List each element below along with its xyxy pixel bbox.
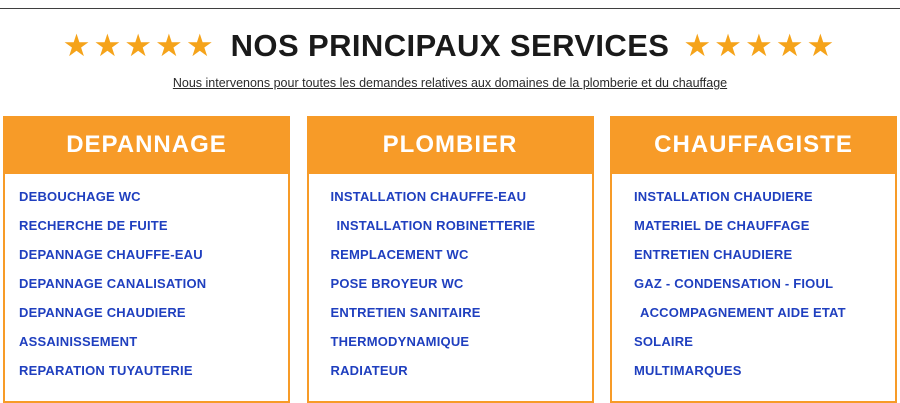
list-item[interactable]: REMPLACEMENT WC [330, 247, 469, 262]
list-item[interactable]: RADIATEUR [330, 363, 408, 378]
list-item[interactable]: INSTALLATION CHAUDIERE [634, 189, 813, 204]
top-divider [0, 8, 900, 9]
list-item[interactable]: ASSAINISSEMENT [19, 334, 138, 349]
card-body-depannage [3, 174, 290, 403]
list-item[interactable]: INSTALLATION ROBINETTERIE [336, 218, 536, 233]
list-item[interactable]: THERMODYNAMIQUE [330, 334, 470, 349]
card-title-depannage: DEPANNAGE [66, 131, 227, 158]
list-item[interactable]: ENTRETIEN SANITAIRE [330, 305, 481, 320]
list-item[interactable]: MULTIMARQUES [634, 363, 742, 378]
list-item[interactable]: SOLAIRE [634, 334, 694, 349]
page-subtitle: Nous intervenons pour toutes les demandes relatives aux domaines de la plomberie et du chauffage [172, 76, 728, 90]
list-item[interactable]: RECHERCHE DE FUITE [19, 218, 168, 233]
service-card-chauffagiste [610, 116, 897, 403]
card-body-chauffagiste [610, 174, 897, 403]
card-title-chauffagiste: CHAUFFAGISTE [654, 131, 853, 158]
list-item[interactable]: ENTRETIEN CHAUDIERE [634, 247, 793, 262]
list-item[interactable]: MATERIEL DE CHAUFFAGE [634, 218, 810, 233]
list-item[interactable]: INSTALLATION CHAUFFE-EAU [330, 189, 527, 204]
star-rating-right-icon: ★★★★★ [683, 28, 838, 63]
list-item[interactable]: REPARATION TUYAUTERIE [19, 363, 193, 378]
list-item[interactable]: GAZ - CONDENSATION - FIOUL [634, 276, 834, 291]
list-item[interactable]: DEPANNAGE CHAUDIERE [19, 305, 186, 320]
service-card-depannage [3, 116, 290, 403]
list-item[interactable]: ACCOMPAGNEMENT AIDE ETAT [640, 305, 846, 320]
page-title-text: NOS PRINCIPAUX SERVICES [230, 28, 670, 63]
card-title-plombier: PLOMBIER [382, 131, 518, 158]
service-cards-container [0, 116, 900, 403]
card-header-plombier [307, 116, 594, 174]
service-card-plombier [307, 116, 594, 403]
page-title [0, 30, 900, 61]
list-item[interactable]: POSE BROYEUR WC [330, 276, 464, 291]
card-header-chauffagiste [610, 116, 897, 174]
star-rating-left-icon: ★★★★★ [62, 28, 217, 63]
card-body-plombier [307, 174, 594, 403]
list-item[interactable]: DEPANNAGE CANALISATION [19, 276, 207, 291]
list-item[interactable]: DEPANNAGE CHAUFFE-EAU [19, 247, 203, 262]
card-header-depannage [3, 116, 290, 174]
list-item[interactable]: DEBOUCHAGE WC [19, 189, 141, 204]
